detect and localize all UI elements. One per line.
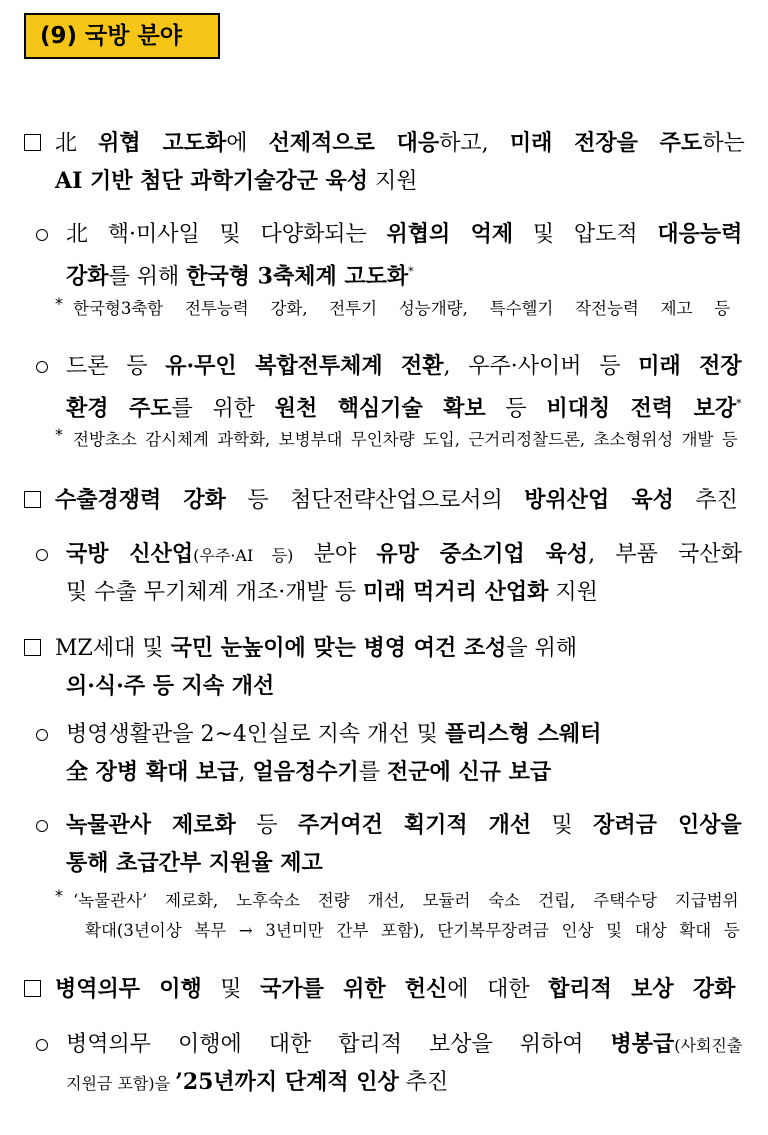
- text-run: *: [408, 265, 414, 278]
- text-run: 및: [531, 813, 594, 838]
- text-run: 를 위한: [171, 396, 275, 422]
- text-run: 北: [55, 131, 99, 156]
- square-bullet-icon: [24, 980, 41, 997]
- text-run: 병역의무 이행에 대한 합리적 보상을 위하여: [66, 1032, 611, 1057]
- text-run: 유망 중소기업 육성: [376, 541, 589, 567]
- footnote-line: [73, 888, 739, 914]
- asterisk-note-icon: *: [55, 425, 63, 444]
- text-run: 선제적으로 대응: [268, 130, 440, 156]
- text-run: 위협 고도화: [98, 130, 227, 156]
- bullet-line: [55, 485, 738, 516]
- bullet-line: [66, 577, 598, 608]
- text-run: 全 장병 확대 보급: [66, 759, 239, 785]
- circle-bullet-icon: [36, 1039, 48, 1051]
- text-run: 지원: [368, 169, 418, 194]
- text-run: 플리스형 스웨터: [444, 721, 602, 747]
- text-run: ‘녹물관사’ 제로화, 노후숙소 전량 개선, 모듈러 숙소 건립, 주택수당 지급범위: [73, 891, 739, 910]
- footnote-line: [73, 296, 730, 322]
- bullet-line: [66, 539, 742, 571]
- text-run: 수출경쟁력 강화: [55, 487, 226, 513]
- text-run: 확대(3년이상 복무 → 3년미만 간부 포함), 단기복무장려금 인상 및 대상 확대 등: [85, 921, 740, 940]
- asterisk-note-icon: *: [55, 294, 63, 313]
- bullet-line: [66, 219, 742, 250]
- text-run: 전방초소 감시체계 과학화, 보병부대 무인차량 도입, 근거리정찰드론, 초소형위성 개발 등: [73, 430, 738, 449]
- text-run: 추진: [673, 488, 738, 513]
- text-run: 통해 초급간부 지원율 제고: [66, 850, 323, 876]
- text-run: 비대칭 전력 보강: [546, 395, 737, 422]
- text-run: 지원: [548, 580, 598, 605]
- text-run: 한국형3축함 전투능력 강화, 전투기 성능개량, 특수헬기 작전능력 제고 등: [73, 299, 731, 318]
- text-run: 국방 신산업: [66, 541, 194, 567]
- text-run: 의·식·주 등 지속 개선: [66, 673, 275, 699]
- text-run: , 부품 국산화: [588, 542, 742, 567]
- text-run: 원천 핵심기술 확보: [274, 395, 486, 422]
- circle-bullet-icon: [36, 229, 48, 241]
- text-run: 및 수출 무기체계 개조·개발 등: [66, 580, 363, 605]
- bullet-line: [66, 257, 414, 292]
- text-run: 등 첨단전략산업으로서의: [225, 488, 525, 513]
- text-run: (우주·AI 등): [193, 546, 294, 565]
- text-run: 병영생활관을 2~4인실로 지속 개선 및: [66, 722, 445, 747]
- footnote-line: [73, 427, 738, 453]
- bullet-line: [66, 671, 274, 702]
- text-run: 미래 먹거리 산업화: [362, 579, 549, 605]
- text-run: 강화: [66, 263, 109, 290]
- bullet-line: [66, 719, 601, 750]
- text-run: 장려금 인상을: [593, 812, 742, 838]
- bullet-line: [66, 1067, 448, 1099]
- text-run: 하는: [702, 131, 745, 156]
- square-bullet-icon: [24, 134, 41, 151]
- text-run: 추진: [398, 1070, 449, 1095]
- text-run: 및: [201, 977, 261, 1002]
- text-run: 지원금 포함)을: [66, 1074, 176, 1093]
- circle-bullet-icon: [36, 549, 48, 561]
- text-run: 및 압도적: [513, 222, 658, 247]
- text-run: *: [736, 397, 742, 410]
- bullet-line: [55, 128, 745, 159]
- text-run: , 우주·사이버 등: [443, 354, 639, 379]
- bullet-line: [66, 848, 323, 879]
- circle-bullet-icon: [36, 729, 48, 741]
- text-run: 미래 전장: [638, 353, 742, 379]
- text-run: 하고,: [439, 131, 510, 156]
- square-bullet-icon: [24, 491, 41, 508]
- text-run: 를 위해: [108, 264, 187, 290]
- text-run: 국가를 위한 헌신: [260, 976, 448, 1002]
- circle-bullet-icon: [36, 820, 48, 832]
- bullet-line: [55, 974, 735, 1005]
- text-run: 병역의무 이행: [55, 976, 202, 1002]
- section-title: (9) 국방 분야: [24, 13, 220, 59]
- text-run: 위협의 억제: [386, 221, 514, 247]
- bullet-line: [66, 757, 551, 788]
- bullet-line: [66, 810, 742, 841]
- text-run: 를: [358, 760, 388, 785]
- text-run: 에: [226, 131, 269, 156]
- text-run: MZ세대 및: [55, 636, 171, 661]
- text-run: 유·무인 복합전투체계 전환: [165, 353, 444, 379]
- text-run: 등: [235, 813, 298, 838]
- circle-bullet-icon: [36, 361, 48, 373]
- text-run: 주거여건 획기적 개선: [297, 812, 532, 838]
- text-run: 대응능력: [657, 221, 743, 247]
- text-run: ’25년까지 단계적 인상: [175, 1069, 399, 1095]
- bullet-line: [66, 389, 742, 424]
- text-run: 드론 등: [66, 354, 166, 379]
- text-run: 한국형 3축체계 고도화: [186, 263, 409, 290]
- text-run: ,: [238, 760, 253, 785]
- bullet-line: [55, 633, 577, 664]
- text-run: 국민 눈높이에 맞는 병영 여건 조성: [170, 635, 507, 661]
- text-run: 에 대한: [447, 977, 549, 1002]
- text-run: 을 위해: [506, 636, 578, 661]
- text-run: 전군에 신규 보급: [387, 759, 552, 785]
- text-run: 미래 전장을 주도: [509, 130, 703, 156]
- text-run: 녹물관사 제로화: [66, 812, 236, 838]
- text-run: 등: [485, 396, 547, 422]
- footnote-line: [85, 918, 740, 944]
- text-run: 방위산업 육성: [524, 487, 674, 513]
- text-run: 병봉급: [610, 1031, 675, 1057]
- square-bullet-icon: [24, 639, 41, 656]
- bullet-line: [66, 351, 742, 382]
- text-run: 합리적 보상 강화: [548, 976, 736, 1002]
- bullet-line: [66, 1029, 742, 1061]
- text-run: 北 핵·미사일 및 다양화되는: [66, 222, 387, 247]
- bullet-line: [55, 166, 418, 197]
- text-run: 얼음정수기: [252, 759, 359, 785]
- text-run: 환경 주도: [66, 395, 172, 422]
- text-run: 분야: [293, 542, 377, 567]
- text-run: AI 기반 첨단 과학기술강군 육성: [55, 168, 369, 194]
- text-run: (사회진출: [674, 1036, 743, 1055]
- asterisk-note-icon: *: [55, 886, 63, 905]
